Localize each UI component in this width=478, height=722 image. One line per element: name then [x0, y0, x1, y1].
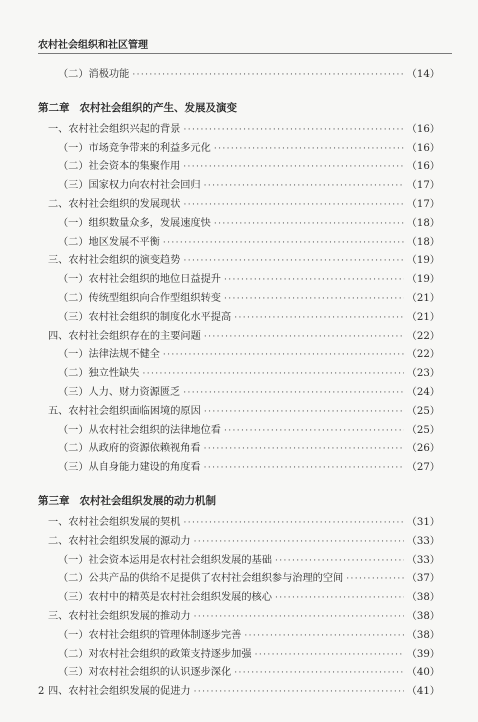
- toc-entry[interactable]: [38, 140, 440, 159]
- dot-leader: [204, 403, 404, 422]
- dot-leader: [183, 196, 403, 215]
- toc-entry[interactable]: [38, 252, 440, 271]
- dot-leader: [183, 121, 403, 140]
- toc-entry-page: （19）: [406, 255, 440, 267]
- toc-entry-title: （二）地区发展不平衡: [58, 236, 160, 248]
- toc-entry-title: （一）从农村社会组织的法律地位看: [58, 424, 221, 436]
- chapter-gap: [38, 478, 440, 492]
- chapter-title: 农村社会组织的产生、发展及演变: [79, 101, 237, 114]
- dot-leader: [183, 158, 403, 177]
- toc-entry-title: （三）对农村社会组织的认识逐步深化: [58, 667, 232, 679]
- toc-entry[interactable]: [38, 309, 440, 328]
- dot-leader: [275, 589, 404, 608]
- toc-entry-title: 三、农村社会组织的演变趋势: [48, 255, 181, 267]
- toc-entry-page: （27）: [406, 462, 440, 474]
- toc-entry-title: 四、农村社会组织发展的促进力: [48, 686, 191, 698]
- toc-entry-page: （23）: [406, 368, 440, 380]
- toc-entry-page: （18）: [406, 217, 440, 229]
- header-rule: [38, 53, 452, 54]
- toc-entry[interactable]: [38, 570, 440, 589]
- dot-leader: [224, 271, 404, 290]
- toc-entry[interactable]: [38, 177, 440, 196]
- dot-leader: [204, 328, 404, 347]
- toc-entry[interactable]: [38, 158, 440, 177]
- dot-leader: [224, 290, 404, 309]
- toc-entry-page: （14）: [406, 69, 440, 80]
- toc-entry[interactable]: [38, 683, 440, 702]
- toc-entry[interactable]: [38, 346, 440, 365]
- toc-entry-page: （16）: [406, 161, 440, 173]
- toc-entry-title: （二）消极功能: [58, 69, 130, 80]
- chapter-title: 农村社会组织发展的动力机制: [79, 494, 216, 507]
- toc-entry-page: （21）: [406, 311, 440, 323]
- dot-leader: [194, 533, 404, 552]
- toc-entry[interactable]: [38, 627, 440, 646]
- dot-leader: [224, 422, 404, 441]
- toc-entry[interactable]: [38, 196, 440, 215]
- page-number: 2: [38, 686, 45, 697]
- dot-leader: [194, 683, 404, 702]
- toc-entry-title: （二）对农村社会组织的政策支持逐步加强: [58, 648, 252, 660]
- dot-leader: [183, 252, 403, 271]
- toc-entry[interactable]: [38, 271, 440, 290]
- toc-entry-title: 二、农村社会组织的发展现状: [48, 198, 181, 210]
- toc-entry-page: （21）: [406, 292, 440, 304]
- dot-leader: [255, 646, 404, 665]
- toc-entry-title: （三）人力、财力资源匮乏: [58, 386, 181, 398]
- toc-entry-title: 四、农村社会组织存在的主要问题: [48, 330, 201, 342]
- toc-entry[interactable]: [38, 514, 440, 533]
- dot-leader: [214, 140, 404, 159]
- dot-leader: [132, 66, 403, 85]
- toc-entry-title: （一）社会资本运用是农村社会组织发展的基础: [58, 554, 272, 566]
- toc-entry[interactable]: [38, 646, 440, 665]
- toc-entry-title: （二）从政府的资源依赖视角看: [58, 443, 201, 455]
- dot-leader: [204, 440, 404, 459]
- toc-entry[interactable]: [38, 290, 440, 309]
- dot-leader: [234, 664, 403, 683]
- toc-entry-page: （24）: [406, 386, 440, 398]
- toc-entry-page: （22）: [406, 330, 440, 342]
- toc-entry-page: （38）: [406, 629, 440, 641]
- toc-entry-title: 一、农村社会组织兴起的背景: [48, 123, 181, 135]
- toc-entry[interactable]: [38, 234, 440, 253]
- toc-entry[interactable]: [38, 365, 440, 384]
- dot-leader: [204, 459, 404, 478]
- toc-entry[interactable]: [38, 121, 440, 140]
- toc-entry-title: （二）独立性缺失: [58, 368, 140, 380]
- toc-entry-title: （一）农村社会组织的地位日益提升: [58, 274, 221, 286]
- toc-entry-title: （三）国家权力向农村社会回归: [58, 180, 201, 192]
- dot-leader: [143, 365, 404, 384]
- toc-entry[interactable]: [38, 328, 440, 347]
- toc-entry-page: （38）: [406, 592, 440, 604]
- toc-entry-page: （26）: [406, 443, 440, 455]
- toc-entry-title: （三）农村社会组织的制度化水平提高: [58, 311, 232, 323]
- toc-entry-page: （39）: [406, 648, 440, 660]
- toc-entry-page: （37）: [406, 573, 440, 585]
- toc-entry[interactable]: [38, 664, 440, 683]
- toc-entry-title: （二）传统型组织向合作型组织转变: [58, 292, 221, 304]
- dot-leader: [275, 552, 404, 571]
- chapter-number: 第二章: [38, 101, 70, 114]
- toc-entry[interactable]: [38, 66, 440, 85]
- toc-entry-page: （22）: [406, 349, 440, 361]
- toc-entry-page: （17）: [406, 198, 440, 210]
- toc-entry-page: （16）: [406, 123, 440, 135]
- chapter-number: 第三章: [38, 494, 70, 507]
- dot-leader: [183, 514, 403, 533]
- dot-leader: [214, 215, 404, 234]
- toc-entry-page: （18）: [406, 236, 440, 248]
- toc-entry-page: （19）: [406, 274, 440, 286]
- toc-entry[interactable]: [38, 552, 440, 571]
- dot-leader: [183, 384, 403, 403]
- dot-leader: [163, 346, 404, 365]
- toc-entry-title: （二）公共产品的供给不足提供了农村社会组织参与治理的空间: [58, 573, 344, 585]
- toc-entry[interactable]: [38, 533, 440, 552]
- toc-entry[interactable]: [38, 459, 440, 478]
- dot-leader: [163, 234, 404, 253]
- toc-entry-page: （31）: [406, 516, 440, 528]
- toc-entry-title: 三、农村社会组织发展的推动力: [48, 610, 191, 622]
- toc-entry-page: （25）: [406, 424, 440, 436]
- toc-entry-title: 一、农村社会组织发展的契机: [48, 516, 181, 528]
- toc-entry-page: （41）: [406, 686, 440, 698]
- chapter-heading: [38, 99, 440, 117]
- toc-entry-title: （三）从自身能力建设的角度看: [58, 462, 201, 474]
- toc-entry-title: （三）农村中的精英是农村社会组织发展的核心: [58, 592, 272, 604]
- dot-leader: [194, 608, 404, 627]
- running-header: 农村社会组织和社区管理: [38, 40, 148, 51]
- dot-leader: [204, 177, 404, 196]
- toc-entry[interactable]: [38, 215, 440, 234]
- chapter-gap: [38, 85, 440, 99]
- toc-entry[interactable]: [38, 589, 440, 608]
- toc-entry-title: （二）社会资本的集聚作用: [58, 161, 181, 173]
- toc-entry-page: （33）: [406, 535, 440, 547]
- chapter-heading: [38, 492, 440, 510]
- toc-entry[interactable]: [38, 403, 440, 422]
- toc-entry[interactable]: [38, 440, 440, 459]
- toc-entry-title: 五、农村社会组织面临困境的原因: [48, 405, 201, 417]
- toc-entry-page: （33）: [406, 554, 440, 566]
- toc-entry-title: 二、农村社会组织发展的源动力: [48, 535, 191, 547]
- table-of-contents: [38, 66, 440, 702]
- toc-entry-title: （一）农村社会组织的管理体制逐步完善: [58, 629, 242, 641]
- toc-entry[interactable]: [38, 422, 440, 441]
- toc-entry-title: （一）法律法规不健全: [58, 349, 160, 361]
- dot-leader: [234, 309, 403, 328]
- toc-entry-page: （17）: [406, 180, 440, 192]
- toc-entry[interactable]: [38, 384, 440, 403]
- toc-entry-page: （16）: [406, 142, 440, 154]
- toc-entry-page: （40）: [406, 667, 440, 679]
- toc-entry-page: （25）: [406, 405, 440, 417]
- toc-entry[interactable]: [38, 608, 440, 627]
- dot-leader: [346, 570, 403, 589]
- dot-leader: [244, 627, 403, 646]
- toc-entry-title: （一）市场竞争带来的利益多元化: [58, 142, 211, 154]
- toc-entry-page: （38）: [406, 610, 440, 622]
- toc-entry-title: （一）组织数量众多，发展速度快: [58, 217, 211, 229]
